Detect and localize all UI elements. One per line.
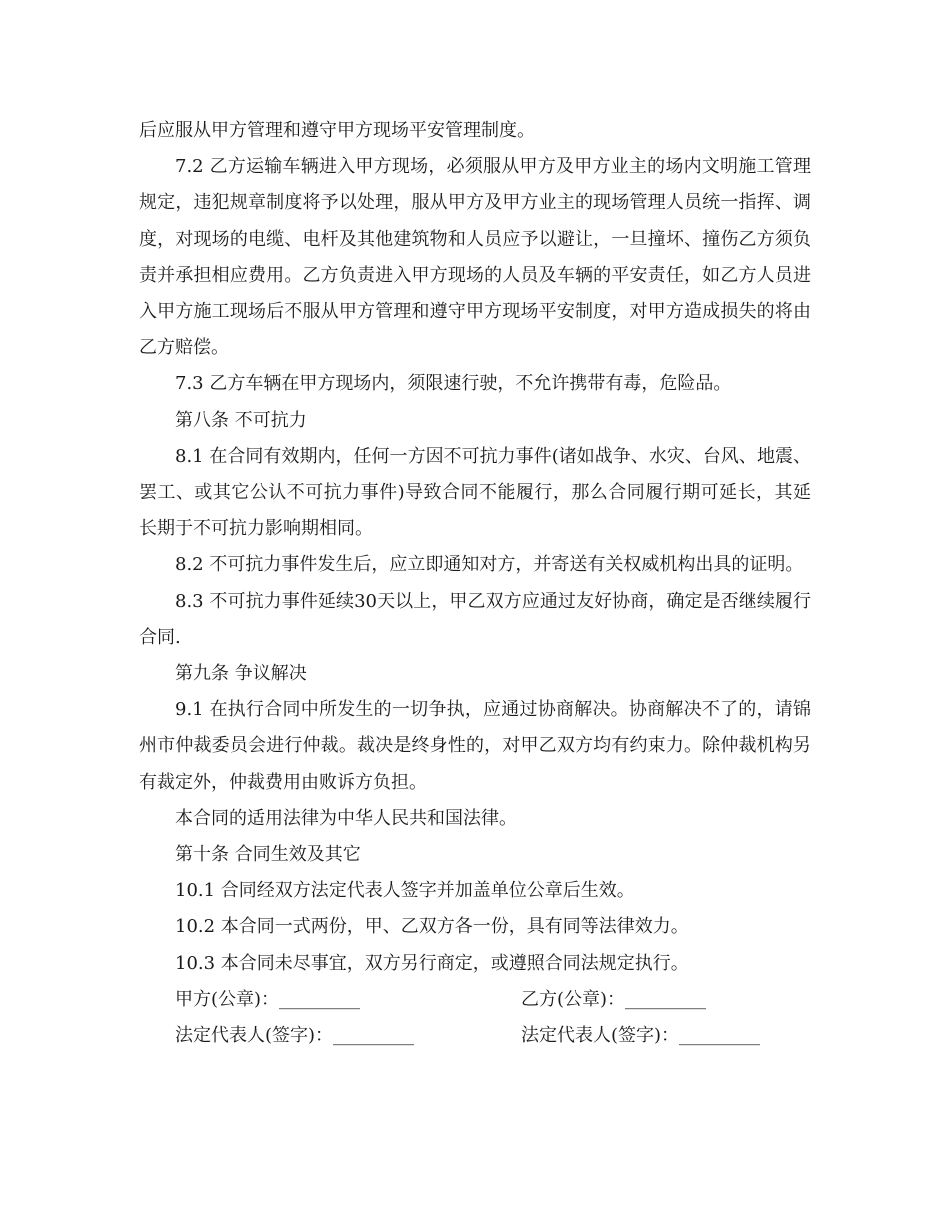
clause-8-3: 8.3 不可抗力事件延续30天以上，甲乙双方应通过友好协商，确定是否继续履行合同. [139,590,811,648]
clause-7-2: 7.2 乙方运输车辆进入甲方现场，必须服从甲方及甲方业主的场内文明施工管理规定，违犯规章制度将予以处理，服从甲方及甲方业主的现场管理人员统一指挥、调度，对现场的电缆、电杆及其他建筑物和人员应予以避让，一旦撞坏、撞伤乙方须负责并承担相应费用。乙方负责进入甲方现场的人员及车辆的平安责任，如乙方人员进入甲方施工现场后不服从甲方管理和遵守甲方现场平安制度，对甲方造成损失的将由乙方赔偿。 [139,156,811,359]
clause-10-3: 10.3 本合同未尽事宜，双方另行商定，或遵照合同法规定执行。 [175,952,689,974]
clause-10-1: 10.1 合同经双方法定代表人签字并加盖单位公章后生效。 [175,880,635,902]
seal-signature-row [139,982,811,1018]
party-a-representative-line: 法定代表人(签字)：_________ [175,1025,415,1047]
paragraph-continuation: 后应服从甲方管理和遵守甲方现场平安管理制度。 [139,120,535,141]
clause-9-1: 9.1 在执行合同中所发生的一切争执，应通过协商解决。协商解决不了的，请锦州市仲裁委员会进行仲裁。裁决是终身性的，对甲乙双方均有约束力。除仲裁机构另有裁定外，仲裁费用由败诉方负担。 [139,699,811,793]
document-body [139,113,811,1054]
party-b-representative-line: 法定代表人(签字)：_________ [521,1025,761,1047]
party-b-seal-line: 乙方(公章)：_________ [521,988,707,1010]
clause-10-2: 10.2 本合同一式两份，甲、乙双方各一份，具有同等法律效力。 [175,916,689,938]
clause-7-3: 7.3 乙方车辆在甲方现场内，须限速行驶，不允许携带有毒，危险品。 [175,373,732,395]
governing-law: 本合同的适用法律为中华人民共和国法律。 [175,807,517,829]
article-8-heading: 第八条 不可抗力 [175,409,307,431]
party-a-seal-line: 甲方(公章)：_________ [175,988,361,1010]
clause-8-1: 8.1 在合同有效期内，任何一方因不可抗力事件(诸如战争、水灾、台风、地震、罢工、或其它公认不可抗力事件)导致合同不能履行，那么合同履行期可延长，其延长期于不可抗力影响期相同。 [139,445,811,540]
clause-8-2: 8.2 不可抗力事件发生后，应立即通知对方，并寄送有关权威机构出具的证明。 [175,554,804,576]
representative-signature-row [139,1018,811,1054]
article-10-heading: 第十条 合同生效及其它 [175,844,361,866]
article-9-heading: 第九条 争议解决 [175,663,307,685]
